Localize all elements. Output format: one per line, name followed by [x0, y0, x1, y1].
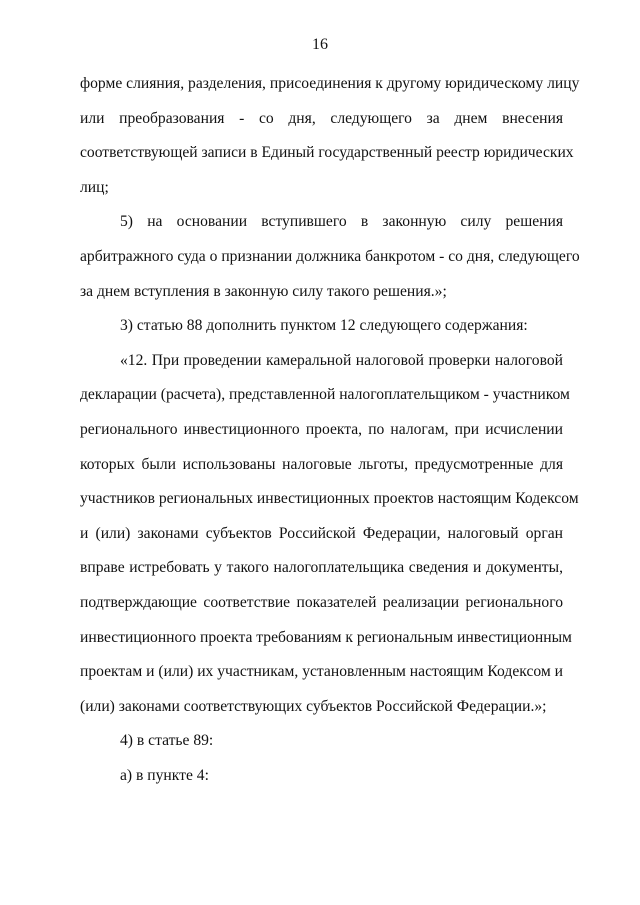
text-line-2: или преобразования - со дня, следующего за днем внесения: [80, 109, 563, 127]
text-line-15: вправе истребовать у такого налогоплательщика сведения и документы,: [80, 559, 563, 577]
text-line-17: инвестиционного проекта требованиям к региональным инвестиционным: [80, 628, 572, 646]
text-line-8: 3) статью 88 дополнить пунктом 12 следующего содержания:: [120, 317, 528, 335]
text-line-19: (или) законами соответствующих субъектов Российской Федерации.»;: [80, 697, 547, 715]
text-line-9: «12. При проведении камеральной налоговой проверки налоговой: [120, 351, 563, 369]
text-line-3: соответствующей записи в Единый государственный реестр юридических: [80, 144, 574, 162]
text-line-13: участников региональных инвестиционных проектов настоящим Кодексом: [80, 490, 579, 508]
text-line-4: лиц;: [80, 178, 109, 196]
text-line-6: арбитражного суда о признании должника банкротом - со дня, следующего: [80, 247, 580, 265]
text-line-16: подтверждающие соответствие показателей реализации регионального: [80, 593, 563, 611]
text-line-7: за днем вступления в законную силу такого решения.»;: [80, 282, 447, 300]
text-line-20: 4) в статье 89:: [120, 732, 214, 750]
text-line-18: проектам и (или) их участникам, установленным настоящим Кодексом и: [80, 663, 563, 681]
text-line-1: форме слияния, разделения, присоединения к другому юридическому лицу: [80, 75, 580, 92]
text-line-10: декларации (расчета), представленной налогоплательщиком - участником: [80, 386, 570, 404]
text-line-21: а) в пункте 4:: [120, 766, 209, 784]
document-body: [80, 73, 580, 799]
page-number: 16: [312, 36, 328, 53]
text-line-11: регионального инвестиционного проекта, по налогам, при исчислении: [80, 420, 563, 438]
text-line-12: которых были использованы налоговые льготы, предусмотренные для: [80, 455, 563, 473]
text-line-5: 5) на основании вступившего в законную силу решения: [120, 213, 563, 231]
text-line-14: и (или) законами субъектов Российской Федерации, налоговый орган: [80, 524, 563, 542]
